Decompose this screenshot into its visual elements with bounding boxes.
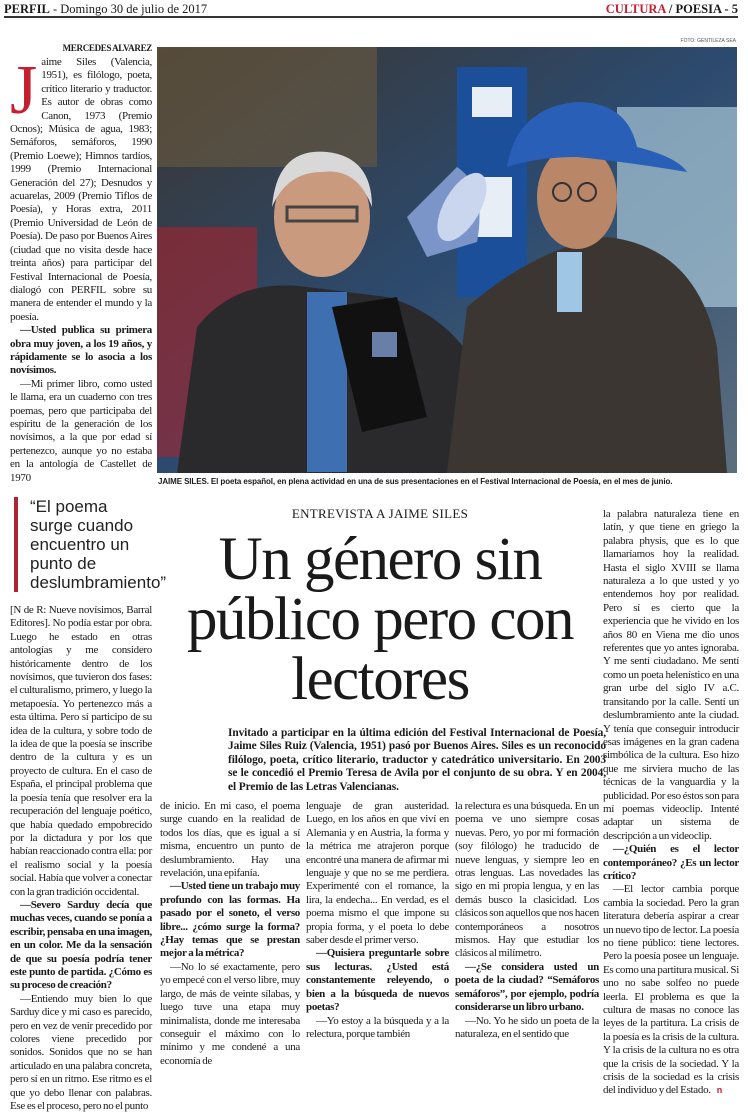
- interview-paragraph: de inicio. En mi caso, el poema surge cuando en la realidad de todos los días, que es igual a sí misma, encuentro un punto de deslumbramiento. Hay una revelación, una epifanía.: [160, 800, 300, 880]
- article-title: Un género sin público pero con lectores: [187, 526, 573, 713]
- drop-cap: J: [10, 52, 38, 129]
- bottom-column-3: [455, 800, 599, 1041]
- end-mark: n: [716, 1085, 722, 1096]
- interview-paragraph: —No lo sé exactamente, pero yo empecé con el verso libre, muy largo, de más de veinte sílabas, y luego tuve una etapa muy minimalista, donde me interesaba conseguir el máximo con lo mínimo y me condené a una economía de: [160, 960, 300, 1067]
- bottom-column-2: [306, 800, 449, 1041]
- article-lead: Invitado a participar en la última edición del Festival Internacional de Poesía, Jaime Siles Ruiz (Valencia, 1951) pasó por Buenos Aires. Siles es un reconocido filólogo, poeta, crítico literario, traductor y catedrático universitario. En 2003 se le concedió el Premio Teresa de Avila por el conjunto de su obra. Y en 2004, el Premio de las Letras Valencianas.: [228, 727, 606, 793]
- right-column: [603, 508, 739, 1098]
- interview-question: —Severo Sarduy decía que muchas veces, cuando se ponía a escribir, pensaba en una imagen, en un color. Me da la sensación de que su poesía podría tener este punto de partida. ¿Cómo es su proceso de creación?: [10, 898, 152, 992]
- header-left: [4, 2, 207, 16]
- page-header: [4, 2, 738, 18]
- bottom-column-1: [160, 800, 300, 1068]
- photo-credit: FOTO: GENTILEZA SEA: [680, 38, 736, 44]
- photo-caption: [158, 477, 738, 487]
- article-kicker: ENTREVISTA A JAIME SILES: [291, 506, 469, 521]
- interview-paragraph: la palabra naturaleza tiene en latín, y que tiene en griego la palabra physis, que es lo que llamaríamos hoy la realidad. Hasta el siglo XVIII se llama naturaleza a lo que usted y yo entendemos hoy por realidad. Pero sí es cierto que la experiencia que he vivido en los años 80 en Viena me dio unos referentes que yo antes ignoraba. Y me sentí ciudadano. Me sentí como un poeta helenístico en una gran urbe del siglo IV a.C. transitando por la calle. Sentí un deslumbramiento ante la ciudad. Y tenía que conseguir introducir esas imágenes en la gran cadena simbólica de la cultura. Eso hizo que me sirviera mucho de las técnicas de la vanguardia y la publicidad. Por eso éstos son para mí poemas videoclip. Intenté adaptar un sistema de descripción a un videoclip.: [603, 508, 739, 842]
- interview-paragraph: [N de R: Nueve novísimos, Barral Editores]. No podía estar por obra. Luego he estado en otras antologías y me considero históricamente dentro de los novísimos, que tuvieron dos fases: el culturalismo, primero, y luego la metapoesía. Yo pertenezco más a esta última. Pero sí participo de su idea de la cultura, y sobre todo de la idea de que la poesía se inscribe dentro de la cultura y es un proyecto de cultura. En el caso de España, el principal problema que la poesía tenía que resolver era la recuperación del lenguaje poético, que había quedado empobrecido por la dictadura y por los que habían reaccionado contra ella: por el realismo social y la poesía social. Había que volver a conectar con la gran tradición occidental.: [10, 604, 152, 898]
- paper-name: PERFIL: [4, 2, 50, 16]
- issue-date: - Domingo 30 de julio de 2017: [49, 2, 208, 16]
- interview-paragraph: —No. Yo he sido un poeta de la naturaleza, en el sentido que: [455, 1014, 599, 1040]
- interview-question: —Quisiera preguntarle sobre sus lecturas. ¿Usted está constantemente releyendo, o bien a la búsqueda de nuevos poetas?: [306, 947, 449, 1014]
- header-right: [606, 2, 738, 16]
- interview-paragraph: —Entiendo muy bien lo que Sarduy dice y mi caso es parecido, pero en vez de venir precedido por colores viene precedido por sonidos. Sonidos que no se han articulado en una palabra concreta, pero sí en un ritmo. Ese ritmo es el que yo debo llenar con palabras. Ese es el proceso, pero no el punto: [10, 992, 152, 1113]
- interview-paragraph: —Yo estoy a la búsqueda y a la relectura, porque también: [306, 1014, 449, 1040]
- caption-text: El poeta español, en plena actividad en una de sus presentaciones en el Festival Internacional de Poesía, en el mes de junio.: [208, 477, 673, 486]
- subsection-page: / POESIA - 5: [665, 2, 738, 16]
- interview-paragraph: lenguaje de gran austeridad. Luego, en los años en que viví en Alemania y en Austria, la forma y la métrica me atrajeron porque encontré una manera de afirmar mi lenguaje y que no se me perdiera. Experimenté con el romance, la lira, la endecha... En verdad, es el poema mismo el que impone su propia forma, y el poeta lo debe saber desde el primer verso.: [306, 800, 449, 947]
- interview-paragraph: la relectura es una búsqueda. En un poema ve uno siempre cosas nuevas. Pero, yo por mi formación (soy filólogo) he traducido de nueve lenguas, y siempre leo en otras lenguas. Las novedades las sigo en mi propia lengua, y en las demás busco la clasicidad. Los clásicos son aquellos que nos hacen contemporáneos a nosotros mismos. Hay que estudiar los clásicos al milímetro.: [455, 800, 599, 960]
- byline: MERCEDES ALVAREZ: [62, 43, 152, 53]
- interview-question: —¿Quién es el lector contemporáneo? ¿Es un lector crítico?: [603, 843, 739, 882]
- interview-paragraph: —El lector cambia porque cambia la sociedad. Pero la gran literatura debería aspirar a crear un nuevo tipo de lector. La poesía no tiene público: tiene lectores. Pero la poesía posee un lenguaje. Es como una partitura musical. Si uno no sabe solfeo no puede leerla. El problema es que la cultura de masas no conoce las leyes de la partitura. La crisis de la poesía es la crisis de la cultura. Y la crisis de la cultura no es otra que la crisis de la sociedad. Y la crisis de la sociedad es la crisis del individuo y del Estado. n: [603, 883, 739, 1097]
- interview-question: —¿Se considera usted un poeta de la ciudad? “Semáforos semáforos”, por ejemplo, podría considerarse un libro urbano.: [455, 960, 599, 1014]
- interview-paragraph: aime Siles (Valencia, 1951), es filólogo, poeta, crítico literario y traductor. Es autor de obras como Canon, 1973 (Premio Ocnos); Música de agua, 1983; Semáforos, semáforos, 1990 (Premio Loewe); Himnos tardíos, 1999 (Premio Internacional Generación del 27); Desnudos y acuarelas, 2009 (Premio Tiflos de Poesía), y Horas extra, 2011 (Premio Universidad de León de Poesía). De paso por Buenos Aires (ciudad que no visita desde hace treinta años) para participar del Festival Internacional de Poesía, dialogó con PERFIL sobre su manera de entender el mundo y la poesía.: [10, 56, 152, 323]
- caption-name: JAIME SILES.: [158, 477, 209, 486]
- left-bottom-text: [10, 604, 152, 1113]
- interview-question: —Usted tiene un trabajo muy profundo con las formas. Ha pasado por el soneto, el verso libre... ¿cómo surge la forma? ¿Hay temas que se prestan mejor a la métrica?: [160, 880, 300, 960]
- interview-paragraph: —Mi primer libro, como usted le llama, era un cuaderno con tres poemas, pero que participaba del espíritu de la generación de los novísimos, a la que por edad sí pertenezco, aunque yo no estaba en la antología de Castellet de 1970: [10, 377, 152, 484]
- article-photo: [157, 47, 737, 473]
- interview-question: —Usted publica su primera obra muy joven, a los 19 años, y rápidamente se lo asocia a los novísimos.: [10, 324, 152, 377]
- section-name: CULTURA: [605, 2, 666, 16]
- pull-quote: “El poema surge cuando encuentro un punto de deslumbramiento”: [14, 497, 152, 592]
- left-column: [10, 42, 167, 1113]
